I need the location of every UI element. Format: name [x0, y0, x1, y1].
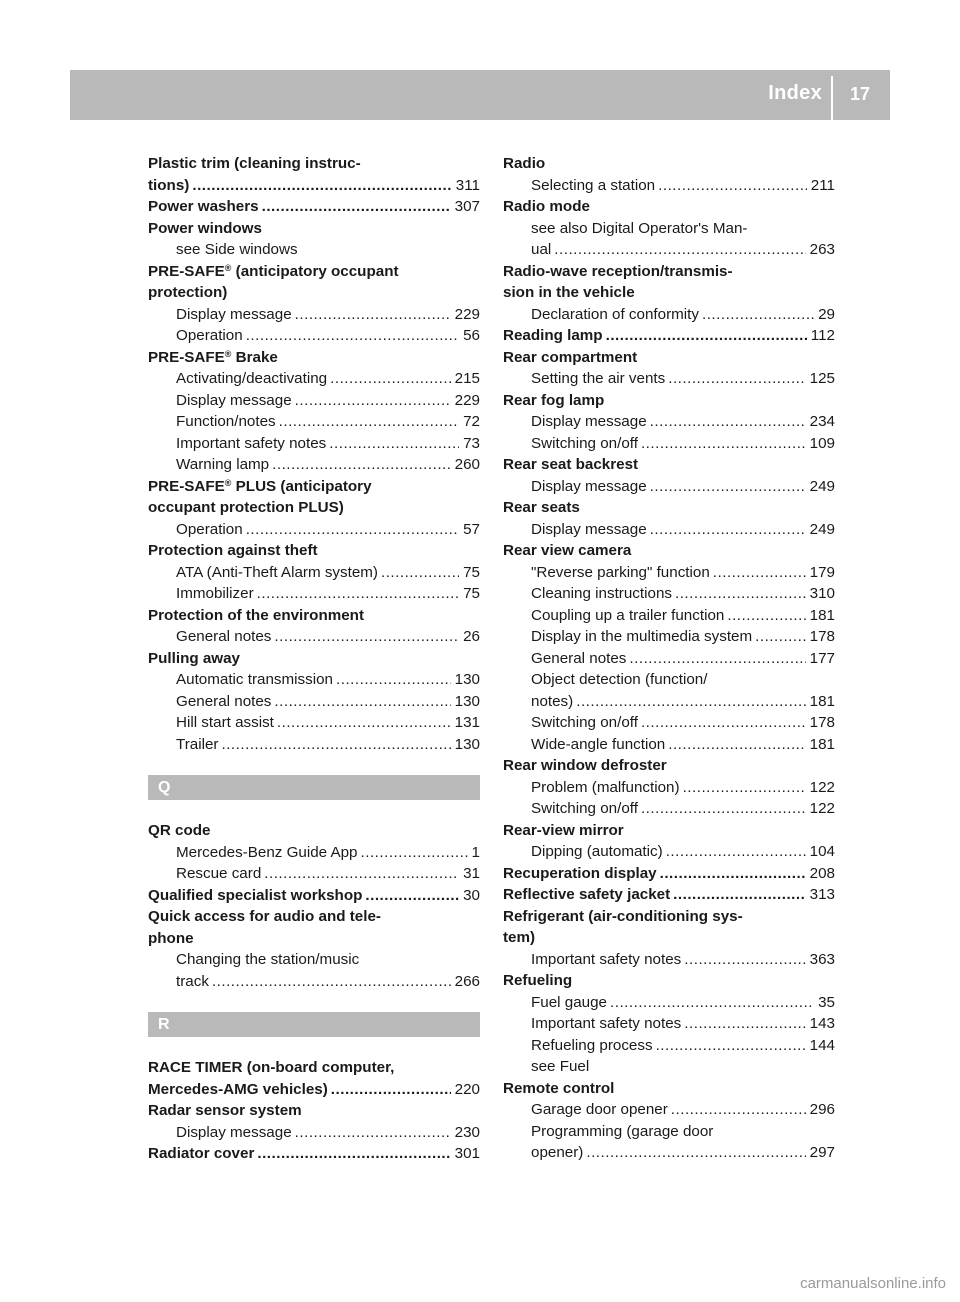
subentry-row[interactable]: Dipping (automatic) ..... 104	[503, 841, 835, 863]
entry-heading: Radar sensor system	[148, 1102, 302, 1119]
entry-heading: sion in the vehicle	[503, 284, 635, 301]
entry-heading: Protection of the environment	[148, 606, 365, 624]
subentry-row[interactable]: Switching on/off ..... 178	[503, 712, 835, 734]
subentry-row[interactable]: ual ..... 263	[503, 239, 835, 261]
entry-heading: phone	[148, 929, 194, 947]
subentry-row[interactable]: Warning lamp ..... 260	[148, 454, 480, 476]
subentry-row[interactable]: opener) ..... 297	[503, 1142, 835, 1164]
section-letter-r: R	[148, 1012, 480, 1037]
entry-row[interactable]: Radiator cover ..... 301	[148, 1143, 480, 1165]
registered-mark: ®	[224, 477, 232, 488]
entry-heading: QR code	[148, 822, 211, 839]
entry-heading: Rear compartment	[503, 348, 638, 366]
entry-row[interactable]: Reading lamp ..... 112	[503, 325, 835, 347]
subentry-row[interactable]: Refueling process ..... 144	[503, 1035, 835, 1057]
index-title: Index	[768, 82, 822, 104]
page-number: 17	[849, 84, 870, 104]
subentry-text: Object detection (function/	[531, 671, 708, 688]
subentry-row[interactable]: General notes ..... 130	[148, 691, 480, 713]
header-bar	[70, 70, 890, 120]
subentry-row[interactable]: Trailer ..... 130	[148, 734, 480, 756]
subentry-row[interactable]: Wide-angle function ..... 181	[503, 734, 835, 756]
entry-heading: Rear view camera	[503, 542, 632, 559]
entry-heading: Rear window defroster	[503, 757, 667, 774]
entry-row[interactable]: Power washers ..... 307	[148, 196, 480, 218]
subentry-row[interactable]: Coupling up a trailer function ..... 181	[503, 605, 835, 627]
entry-see: see Side windows	[176, 241, 298, 258]
subentry-row[interactable]: Rescue card ..... 31	[148, 863, 480, 885]
subentry-text: see also Digital Operator's Man-	[531, 219, 748, 237]
entry-heading: Protection against theft	[148, 542, 318, 559]
entry-heading: Radio	[503, 155, 546, 172]
entry-heading: Pulling away	[148, 649, 240, 667]
entry-row[interactable]: tions) ..... 311	[148, 175, 480, 197]
entry-row[interactable]: Reflective safety jacket ..... 313	[503, 884, 835, 906]
entry-heading: PRE-SAFE® (anticipatory occupant	[148, 262, 399, 280]
entry-row[interactable]: Recuperation display ..... 208	[503, 863, 835, 885]
subentry-text: Changing the station/music	[176, 951, 360, 968]
entry-see: see Fuel	[531, 1058, 590, 1075]
subentry-row[interactable]: Declaration of conformity ..... 29	[503, 304, 835, 326]
left-column	[148, 153, 480, 1165]
subentry-row[interactable]: Operation ..... 57	[148, 519, 480, 541]
registered-mark: ®	[224, 348, 232, 359]
subentry-row[interactable]: Switching on/off ..... 122	[503, 798, 835, 820]
entry-heading: Power windows	[148, 219, 262, 237]
subentry-row[interactable]: Important safety notes ..... 143	[503, 1013, 835, 1035]
subentry-row[interactable]: notes) ..... 181	[503, 691, 835, 713]
entry-heading: Remote control	[503, 1079, 615, 1097]
subentry-row[interactable]: Mercedes-Benz Guide App ..... 1	[148, 842, 480, 864]
subentry-row[interactable]: Display message ..... 234	[503, 411, 835, 433]
subentry-row[interactable]: Selecting a station ..... 211	[503, 175, 835, 197]
entry-heading: occupant protection PLUS)	[148, 499, 344, 516]
subentry-row[interactable]: Important safety notes ..... 363	[503, 949, 835, 971]
registered-mark: ®	[224, 262, 232, 273]
subentry-row[interactable]: Immobilizer ..... 75	[148, 583, 480, 605]
subentry-row[interactable]: Hill start assist ..... 131	[148, 712, 480, 734]
subentry-row[interactable]: "Reverse parking" function ..... 179	[503, 562, 835, 584]
subentry-row[interactable]: Switching on/off ..... 109	[503, 433, 835, 455]
watermark: carmanualsonline.info	[800, 1275, 946, 1292]
subentry-row[interactable]: Display message ..... 249	[503, 519, 835, 541]
entry-heading: PRE-SAFE® PLUS (anticipatory	[148, 477, 372, 495]
subentry-row[interactable]: Display in the multimedia system ..... 178	[503, 626, 835, 648]
subentry-row[interactable]: track ..... 266	[148, 971, 480, 993]
subentry-row[interactable]: Fuel gauge ..... 35	[503, 992, 835, 1014]
entry-heading: tem)	[503, 929, 536, 946]
subentry-row[interactable]: Cleaning instructions ..... 310	[503, 583, 835, 605]
right-column	[503, 153, 835, 1164]
subentry-row[interactable]: Display message ..... 230	[148, 1122, 480, 1144]
subentry-row[interactable]: Operation ..... 56	[148, 325, 480, 347]
subentry-row[interactable]: ATA (Anti-Theft Alarm system) ..... 75	[148, 562, 480, 584]
entry-heading: Refrigerant (air-conditioning sys-	[503, 907, 743, 925]
subentry-row[interactable]: Function/notes ..... 72	[148, 411, 480, 433]
header-divider	[831, 76, 833, 120]
entry-heading: protection)	[148, 284, 228, 301]
subentry-row[interactable]: Activating/deactivating ..... 215	[148, 368, 480, 390]
entry-heading: Refueling	[503, 972, 573, 989]
subentry-text: Programming (garage door	[531, 1122, 714, 1140]
entry-heading: RACE TIMER (on-board computer,	[148, 1059, 395, 1076]
entry-heading: Quick access for audio and tele-	[148, 908, 381, 925]
entry-heading: Rear-view mirror	[503, 821, 624, 839]
entry-heading: Rear seat backrest	[503, 456, 639, 473]
subentry-row[interactable]: General notes ..... 177	[503, 648, 835, 670]
entry-heading: Radio mode	[503, 198, 590, 215]
entry-heading: Radio-wave reception/transmis-	[503, 262, 733, 280]
entry-row[interactable]: Mercedes-AMG vehicles) ..... 220	[148, 1079, 480, 1101]
entry-heading: Rear seats	[503, 499, 580, 516]
entry-heading: PRE-SAFE® Brake	[148, 348, 278, 366]
subentry-row[interactable]: General notes ..... 26	[148, 626, 480, 648]
subentry-row[interactable]: Setting the air vents ..... 125	[503, 368, 835, 390]
section-letter-q: Q	[148, 775, 480, 800]
subentry-row[interactable]: Automatic transmission ..... 130	[148, 669, 480, 691]
subentry-row[interactable]: Display message ..... 249	[503, 476, 835, 498]
subentry-row[interactable]: Display message ..... 229	[148, 390, 480, 412]
subentry-row[interactable]: Garage door opener ..... 296	[503, 1099, 835, 1121]
entry-heading: Rear fog lamp	[503, 391, 605, 409]
subentry-row[interactable]: Important safety notes ..... 73	[148, 433, 480, 455]
subentry-row[interactable]: Display message ..... 229	[148, 304, 480, 326]
subentry-row[interactable]: Problem (malfunction) ..... 122	[503, 777, 835, 799]
entry-heading: Plastic trim (cleaning instruc-	[148, 155, 361, 172]
entry-row[interactable]: Qualified specialist workshop ..... 30	[148, 885, 480, 907]
